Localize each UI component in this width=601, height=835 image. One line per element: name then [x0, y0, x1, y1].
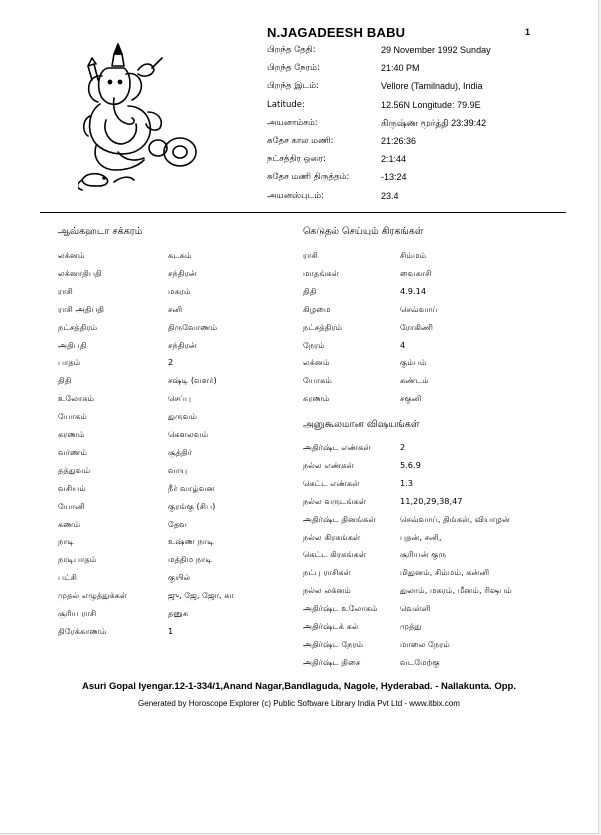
- footer-address: Asuri Gopal Iyengar.12-1-334/1,Anand Nagar,Bandlaguda, Nagole, Hyderabad. - Nallakunta. Opp.: [82, 681, 516, 692]
- row-label: அதிர்ஷ்ட தினங்கள்: [303, 513, 376, 524]
- row-value: வடமேற்கு: [400, 656, 440, 667]
- table-row: [58, 392, 192, 404]
- table-row: [303, 249, 427, 261]
- row-label: அயனஸ்புடம்:: [267, 190, 324, 201]
- row-value: சூரியன் குரு: [400, 549, 447, 560]
- table-row: [58, 464, 188, 476]
- table-row: [58, 625, 174, 637]
- row-label: கரணம்: [303, 393, 330, 404]
- table-row: [58, 303, 183, 315]
- table-row: [303, 441, 406, 453]
- table-row: [58, 339, 197, 351]
- row-value: மத்திம நாடி: [168, 554, 212, 565]
- row-value: குயில்: [168, 572, 191, 583]
- row-label: லக்னம்: [58, 250, 85, 260]
- row-value: -13:24: [381, 172, 407, 183]
- row-value: வைகாசி: [400, 267, 432, 278]
- row-label: நேரம்: [303, 339, 325, 350]
- row-label: திதி: [58, 375, 72, 386]
- row-label: கிழமை: [303, 303, 331, 314]
- footer-credit: Generated by Horoscope Explorer (c) Public Software Library India Pvt Ltd - www.itbix.com: [138, 699, 460, 708]
- row-value: தனுசு: [168, 608, 189, 618]
- table-row: [303, 566, 490, 578]
- table-row: [303, 339, 406, 351]
- row-value: Vellore (Tamilnadu), India: [381, 81, 483, 92]
- table-row: [58, 249, 192, 261]
- row-label: லக்னம்: [303, 357, 330, 368]
- row-label: மாதங்கள்: [303, 267, 339, 278]
- row-label: வர்ணம்: [58, 446, 88, 457]
- row-label: நட்பு ராசிகள்: [303, 567, 352, 578]
- row-label: திரேக்காணம்: [58, 625, 107, 636]
- row-value: உஷ்ண நாடி: [168, 536, 214, 547]
- header-divider: [40, 212, 566, 213]
- row-label: திதி: [303, 285, 317, 296]
- row-value: ஜு, ஜே, ஜோ, கா: [168, 590, 234, 601]
- row-value: சிம்மம்: [400, 250, 427, 260]
- row-value: 21:40 PM: [381, 63, 420, 74]
- row-label: நாடி: [58, 536, 75, 547]
- table-row: [303, 303, 438, 315]
- table-row: [303, 321, 434, 333]
- row-value: 5.6.9: [400, 459, 421, 470]
- row-value: நீர் வாழ்வன: [168, 482, 215, 493]
- row-value: துலாம், மகரம், மீனம், ரிஷபம்: [400, 585, 512, 596]
- row-value: செவ்வாய், திங்கள், வியாழன்: [400, 513, 510, 524]
- row-value: செப்பு: [168, 393, 192, 404]
- table-row: [58, 321, 218, 333]
- row-label: அதிபதி: [58, 339, 87, 350]
- row-value: கடகம்: [168, 250, 192, 260]
- row-value: சஷ்டி (வளர்): [168, 375, 217, 386]
- row-label: பிறந்த தேதி:: [267, 45, 316, 55]
- row-value: கும்பம்: [400, 357, 427, 368]
- row-value: வெள்ளி: [400, 603, 431, 614]
- row-label: கரணம்: [58, 429, 85, 439]
- row-value: மிதுனம், சிம்மம், கன்னி: [400, 567, 490, 578]
- table-row: [303, 267, 432, 279]
- row-label: நல்ல லக்னம்: [303, 585, 352, 596]
- table-row: [303, 513, 510, 525]
- row-label: பாதம்: [58, 357, 81, 368]
- table-row: [58, 267, 197, 279]
- row-value: சகுனி: [400, 393, 422, 404]
- row-label: நல்ல எண்கள்: [303, 459, 354, 470]
- row-label: அயனாம்சம்:: [267, 117, 318, 128]
- row-label: அதிர்ஷ்டக் கல்: [303, 621, 359, 631]
- table-row: [303, 459, 421, 471]
- row-value: 2:1:44: [381, 154, 407, 165]
- row-label: அதிர்ஷ்ட திசை: [303, 656, 361, 667]
- malefic-planets-title: கெடுதல் செய்யும் கிரகங்கள்: [303, 226, 424, 237]
- row-value: 4: [400, 339, 406, 350]
- row-label: Latitude:: [267, 99, 305, 110]
- table-row: [303, 602, 431, 614]
- row-label: யோகம்: [58, 411, 87, 422]
- row-value: குரங்கு (சிப): [168, 500, 216, 511]
- table-row: [58, 607, 189, 619]
- row-label: நட்சத்திரம்: [303, 321, 343, 332]
- row-value: கண்டம்: [400, 375, 429, 386]
- row-value: 2: [168, 357, 174, 368]
- table-row: [58, 428, 209, 440]
- row-label: சூரிய ராசி: [58, 608, 97, 618]
- row-value: 4.9.14: [400, 285, 427, 296]
- row-label: நல்ல கிரகங்கள்: [303, 531, 361, 542]
- table-row: [303, 548, 447, 560]
- row-value: சந்திரன்: [168, 339, 197, 350]
- row-label: யோனி: [58, 500, 85, 511]
- row-value: 12.56N Longitude: 79.9E: [381, 99, 481, 110]
- row-value: புதன், சனி,: [400, 531, 442, 542]
- row-value: கௌலவம்: [168, 429, 209, 439]
- row-label: ராசி: [303, 250, 318, 260]
- table-row: [303, 495, 463, 507]
- table-row: [58, 500, 216, 512]
- row-value: தேவ: [168, 518, 187, 529]
- row-value: 2: [400, 442, 406, 452]
- table-row: [303, 620, 422, 632]
- table-row: [303, 531, 442, 543]
- table-row: [303, 477, 414, 489]
- row-value: செவ்வாய்: [400, 303, 438, 314]
- table-row: [58, 518, 187, 530]
- row-value: மகரம்: [168, 285, 191, 296]
- table-row: [58, 374, 217, 386]
- row-value: முத்து: [400, 621, 422, 631]
- table-row: [303, 356, 427, 368]
- row-label: தத்துவம்: [58, 464, 91, 475]
- row-value: 21:26:36: [381, 136, 417, 146]
- row-label: கணம்: [58, 518, 81, 529]
- row-value: சூத்திர்: [168, 446, 193, 457]
- row-label: கெட்ட கிரகங்கள்: [303, 549, 367, 560]
- row-label: அதிர்ஷ்ட எண்கள்: [303, 442, 371, 452]
- table-row: [303, 374, 429, 386]
- person-name: N.JAGADEESH BABU: [267, 25, 406, 40]
- table-row: [58, 356, 174, 368]
- row-label: சுதேச மணி திருத்தம்:: [267, 172, 350, 183]
- table-row: [58, 553, 212, 565]
- row-label: அதிர்ஷ்ட உலோகம்: [303, 603, 378, 614]
- row-value: 29 November 1992 Sunday: [381, 45, 491, 55]
- row-label: அதிர்ஷ்ட நேரம்: [303, 638, 364, 649]
- row-label: நல்ல வருடங்கள்: [303, 495, 367, 506]
- row-label: லக்னாதிபதி: [58, 267, 102, 278]
- row-value: கிருஷ்ண மூர்த்தி 23:39:42: [381, 117, 487, 128]
- page-number: 1: [525, 27, 531, 37]
- row-value: திருவோணம்: [168, 321, 218, 332]
- row-value: 1: [168, 625, 174, 636]
- row-label: யோகம்: [303, 375, 332, 386]
- row-value: சனி: [168, 303, 183, 314]
- row-label: ராசி: [58, 285, 73, 296]
- avakahada-chakram-title: ஆவ்கஹடா சக்கரம்: [58, 226, 143, 237]
- row-label: நட்சத்திர ஒரை:: [267, 154, 326, 165]
- row-label: சுதேச கால மணி:: [267, 136, 334, 146]
- row-label: உலோகம்: [58, 393, 95, 404]
- table-row: [303, 584, 512, 596]
- row-value: ரோகிணி: [400, 321, 434, 332]
- row-label: முதல் எழுத்துக்கள்: [58, 590, 128, 601]
- table-row: [303, 638, 450, 650]
- table-row: [58, 535, 214, 547]
- row-label: கெட்ட எண்கள்: [303, 477, 360, 488]
- row-label: ராசி அதிபதி: [58, 303, 105, 314]
- row-value: 11,20,29,38,47: [400, 495, 463, 506]
- table-row: [58, 571, 191, 583]
- row-value: 1.3: [400, 477, 414, 488]
- row-label: பிறந்த நேரம்:: [267, 63, 320, 74]
- row-label: பிறந்த இடம்:: [267, 81, 319, 92]
- table-row: [58, 589, 234, 601]
- table-row: [58, 446, 193, 458]
- table-row: [58, 285, 191, 297]
- row-value: துருவம்: [168, 411, 198, 422]
- row-value: சந்திரன்: [168, 267, 197, 278]
- table-row: [58, 410, 198, 422]
- table-row: [58, 482, 215, 494]
- table-row: [303, 656, 440, 668]
- table-row: [303, 392, 422, 404]
- row-label: நட்சத்திரம்: [58, 321, 98, 332]
- row-label: வசியம்: [58, 482, 86, 493]
- row-value: வாயு: [168, 464, 188, 475]
- row-label: நாடிபாதம்: [58, 554, 97, 565]
- row-value: 23.4: [381, 190, 399, 201]
- ganesha-illustration: [78, 40, 228, 195]
- table-row: [303, 285, 427, 297]
- favourable-things-title: அனுகூலமான விஷயங்கள்: [303, 419, 420, 430]
- row-label: பட்சி: [58, 572, 78, 583]
- row-value: மாலை நேரம்: [400, 638, 450, 649]
